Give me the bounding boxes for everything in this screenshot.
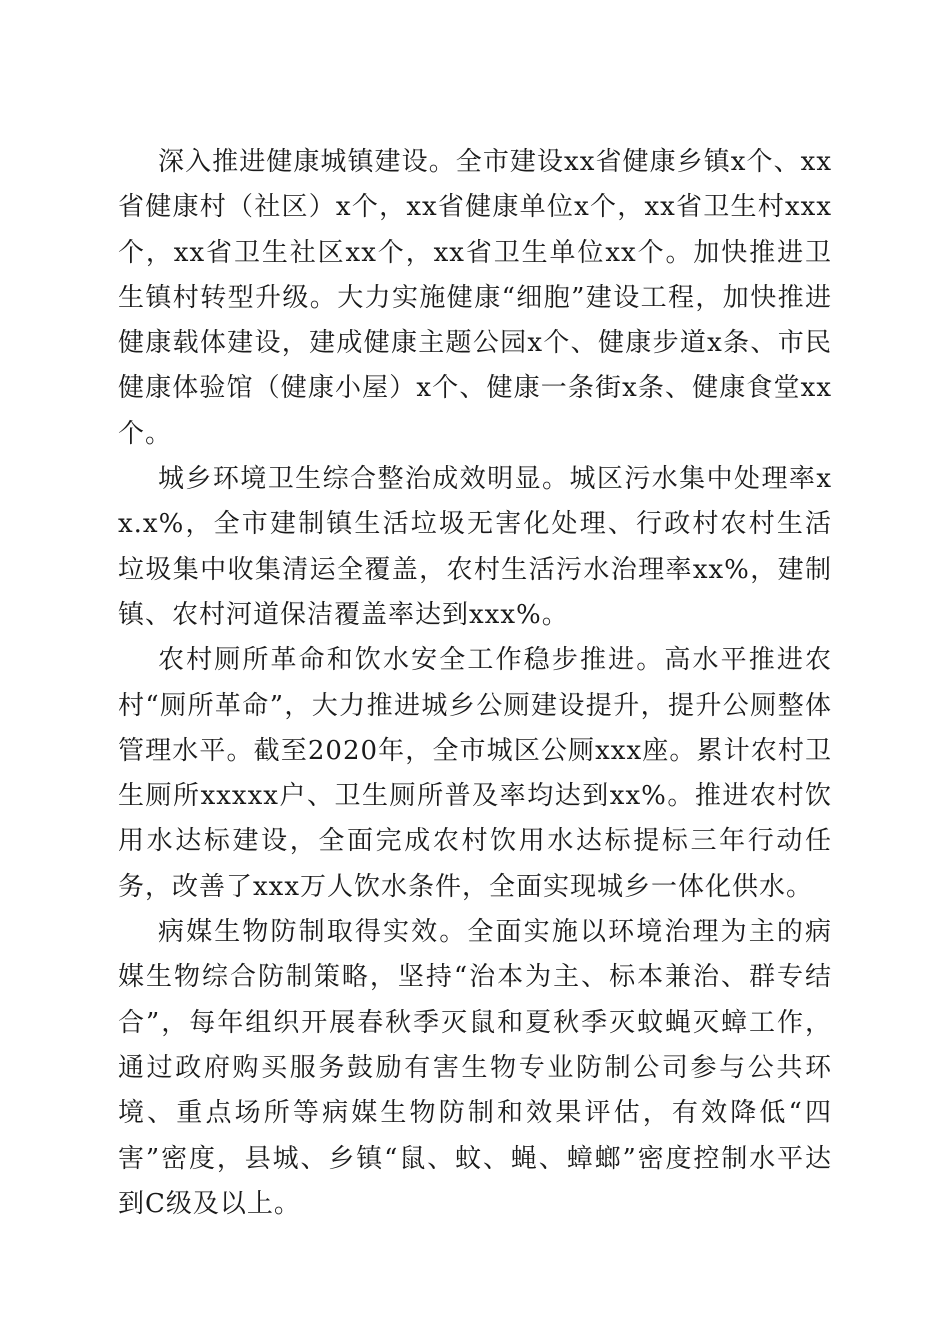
paragraph-toilet-revolution-water-safety: 农村厕所革命和饮水安全工作稳步推进。高水平推进农村“厕所革命”，大力推进城乡公厕建设提升，提升公厕整体管理水平。截至2020年，全市城区公厕xxx座。累计农村卫生厕所xxxxx户、卫生厕所普及率均达到xx%。推进农村饮用水达标建设，全面完成农村饮用水达标提标三年行动任务，改善了xxx万人饮水条件，全面实现城乡一体化供水。 [118,645,832,902]
paragraph-environmental-sanitation: 城乡环境卫生综合整治成效明显。城区污水集中处理率xx.x%，全市建制镇生活垃圾无害化处理、行政村农村生活垃圾集中收集清运全覆盖，农村生活污水治理率xx%，建制镇、农村河道保洁覆盖率达到xxx%。 [118,464,832,630]
paragraph-vector-control: 病媒生物防制取得实效。全面实施以环境治理为主的病媒生物综合防制策略，坚持“治本为主、标本兼治、群专结合”，每年组织开展春秋季灭鼠和夏秋季灭蚊蝇灭蟑工作，通过政府购买服务鼓励有害生物专业防制公司参与公共环境、重点场所等病媒生物防制和效果评估，有效降低“四害”密度，县城、乡镇“鼠、蚊、蝇、蟑螂”密度控制水平达到C级及以上。 [118,917,832,1219]
paragraph-healthy-towns: 深入推进健康城镇建设。全市建设xx省健康乡镇x个、xx省健康村（社区）x个，xx省健康单位x个，xx省卫生村xxx个，xx省卫生社区xx个，xx省卫生单位xx个。加快推进卫生镇村转型升级。大力实施健康“细胞”建设工程，加快推进健康载体建设，建成健康主题公园x个、健康步道x条、市民健康体验馆（健康小屋）x个、健康一条街x条、健康食堂xx个。 [118,147,832,449]
document-body [118,140,832,1227]
